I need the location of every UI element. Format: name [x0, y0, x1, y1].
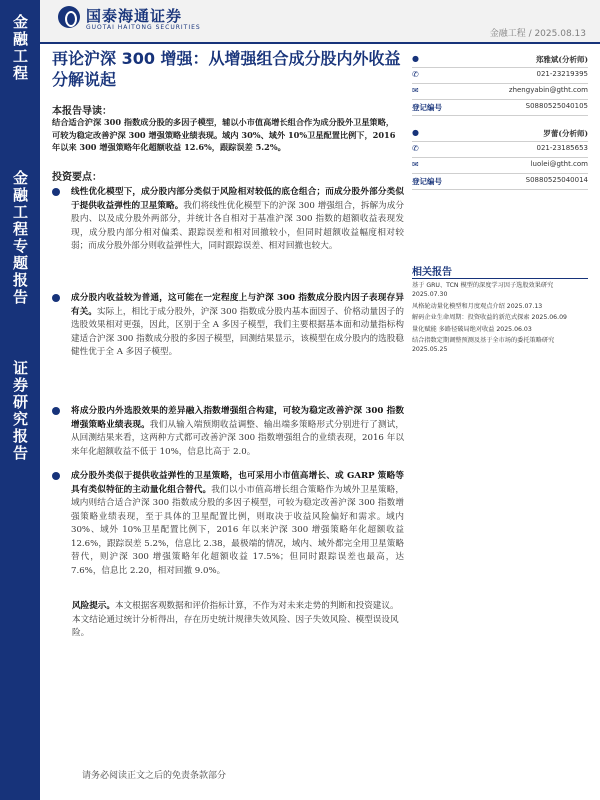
- key-point-body: 我们从输入端预期收益调整、输出端多策略形式分别进行了测试，从回测结果来看，这两种方式都可改善沪深 300 指数增强组合的业绩表现，2016 年以来年化超额收益不低于 10%，信息比高于 2.0。: [71, 419, 404, 457]
- analyst-email[interactable]: zhengyabin@gtht.com: [508, 86, 588, 94]
- email-icon: ✉: [412, 160, 419, 169]
- key-point-item: [52, 292, 404, 360]
- key-points-label: 投资要点：: [52, 172, 102, 183]
- left-sidebar: [0, 0, 40, 800]
- header-divider: [40, 42, 600, 44]
- risk-label: 风险提示。: [72, 601, 115, 611]
- cert-label: 登记编号: [412, 177, 442, 186]
- sidebar-research-label: 证券研究报告: [11, 360, 29, 462]
- bullet-icon: [52, 188, 60, 196]
- header-category-date: 金融工程 / 2025.08.13: [489, 29, 586, 39]
- disclaimer-footer: 请务必阅读正文之后的免责条款部分: [82, 771, 227, 781]
- phone-icon: ✆: [412, 144, 419, 153]
- report-title: 再论沪深 300 增强：从增强组合成分股内外收益分解说起: [52, 49, 401, 89]
- analyst-card: [412, 52, 588, 116]
- related-reports-list: [412, 281, 588, 357]
- report-summary: 结合适合沪深 300 指数成分股的多因子模型，辅以小市值高增长组合作为成分股外卫星策略，可较为稳定改善沪深 300 增强策略业绩表现。域内 30%、域外 10%卫星配置比例下，2016 年以来 300 增强策略年化超额收益 12.6%，跟踪误差 5.2%。: [52, 117, 396, 152]
- brand-logo-icon: [58, 6, 80, 28]
- sidebar-report-type-label: 金融工程专题报告: [11, 170, 29, 306]
- key-point-item: [52, 405, 404, 459]
- analyst-name: 郑雅斌(分析师): [535, 55, 588, 64]
- related-reports-divider: [412, 278, 588, 279]
- related-reports-title: 相关报告: [412, 267, 452, 278]
- key-point-heading: 线性优化模型下，成分股内部分类似于风险相对较低的底仓组合；而成分股外部分类似于提供收益弹性的卫星策略。: [71, 187, 404, 211]
- key-point-heading: 将成分股内外选股效果的差异融入指数增强组合构建，可较为稳定改善沪深 300 指数增强策略业绩表现。: [71, 406, 404, 430]
- brand-name-en: GUOTAI HAITONG SECURITIES: [86, 24, 201, 31]
- phone-icon: ✆: [412, 70, 419, 79]
- person-icon: ●: [412, 128, 419, 137]
- key-point-body: 我们将线性优化模型下的沪深 300 增强组合，拆解为成分股内、以及成分股外两部分，并统计各自相对于基准沪深 300 指数的超额收益表现发现，成分股内部分相对偏柔、跟踪误差和相对回撤较小，但同时超额收益幅度相对较弱；而成分股外部分则收益弹性大，同时跟踪误差、相对回撤也较大。: [71, 200, 404, 251]
- related-report-link[interactable]: 解码企业生命周期：投资收益的新范式探索 2025.06.09: [412, 314, 567, 322]
- related-report-link[interactable]: 风格轮动量化模型和月度观点介绍 2025.07.13: [412, 302, 543, 310]
- key-point-heading: 成分股外类似于提供收益弹性的卫星策略，也可采用小市值高增长、或 GARP 策略等具有类似特征的主动量化组合替代。: [71, 471, 404, 495]
- email-icon: ✉: [412, 86, 419, 95]
- sidebar-category-label: 金融工程: [11, 14, 29, 82]
- analyst-phone: 021-23219395: [536, 70, 588, 78]
- bullet-icon: [52, 407, 60, 415]
- analyst-phone: 021-23185653: [536, 144, 588, 152]
- risk-body: 本文根据客观数据和评价指标计算，不作为对未来走势的判断和投资建议。本文结论通过统计分析得出，存在历史统计规律失效风险、因子失效风险、模型误设风险。: [72, 601, 399, 638]
- related-report-link[interactable]: 量化赋能 多路径破局绝对收益 2025.06.03: [412, 325, 532, 333]
- key-point-heading: 成分股内收益较为普通，这可能在一定程度上与沪深 300 指数成分股内因子表现存异有关。: [71, 293, 404, 317]
- bullet-icon: [52, 294, 60, 302]
- key-point-body: 实际上，相比于成分股外，沪深 300 指数成分股内基本面因子、价格动量因子的选股效果相对更强，因此，区别于全 A 多因子模型，我们主要根据基本面和动量指标构建适合沪深 300 指数成分股的多因子模型，回测结果显示，该模型在成分股内的选股稳健性优于全 A 多因子模型。: [71, 306, 404, 357]
- analyst-cert-number: S0880525040105: [525, 102, 588, 110]
- related-report-link[interactable]: 结合指数定期调整预测及基于全市场的委托策略研究 2025.05.25: [412, 337, 555, 354]
- cert-label: 登记编号: [412, 103, 442, 112]
- person-icon: ●: [412, 54, 419, 63]
- key-point-body: 我们以小市值高增长组合策略作为域外卫星策略，域内则结合适合沪深 300 指数成分股的多因子模型，可较为稳定改善沪深 300 指数增强策略业绩表现，至于具体的卫星配置比例，则取决于收益风险偏好和需求。域内 30%、域外 10%卫星配置比例下，2016 年以来沪深 300 增强策略年化超额收益 12.6%，跟踪误差 5.2%，信息比 2.38，最极端的情况，域内、域外都完全用卫星策略替代，则沪深 300 增强策略年化超额收益 17.5%；但同时跟踪误差也最高，达 7.6%，信息比 2.20，相对回撤 9.0%。: [71, 484, 404, 576]
- related-report-link[interactable]: 基于 GRU、TCN 模型的深度学习因子选股效果研究 2025.07.30: [412, 282, 554, 299]
- key-point-item: [52, 470, 404, 578]
- analyst-email[interactable]: luolei@gtht.com: [530, 160, 588, 168]
- analyst-card: [412, 126, 588, 190]
- risk-warning: [72, 600, 402, 641]
- brand-name-cn: 国泰海通证券: [86, 7, 183, 25]
- analyst-cert-number: S0880525040014: [525, 176, 588, 184]
- analyst-name: 罗蕾(分析师): [543, 129, 588, 138]
- key-point-item: [52, 186, 404, 254]
- bullet-icon: [52, 472, 60, 480]
- guide-label: 本报告导读：: [52, 106, 112, 117]
